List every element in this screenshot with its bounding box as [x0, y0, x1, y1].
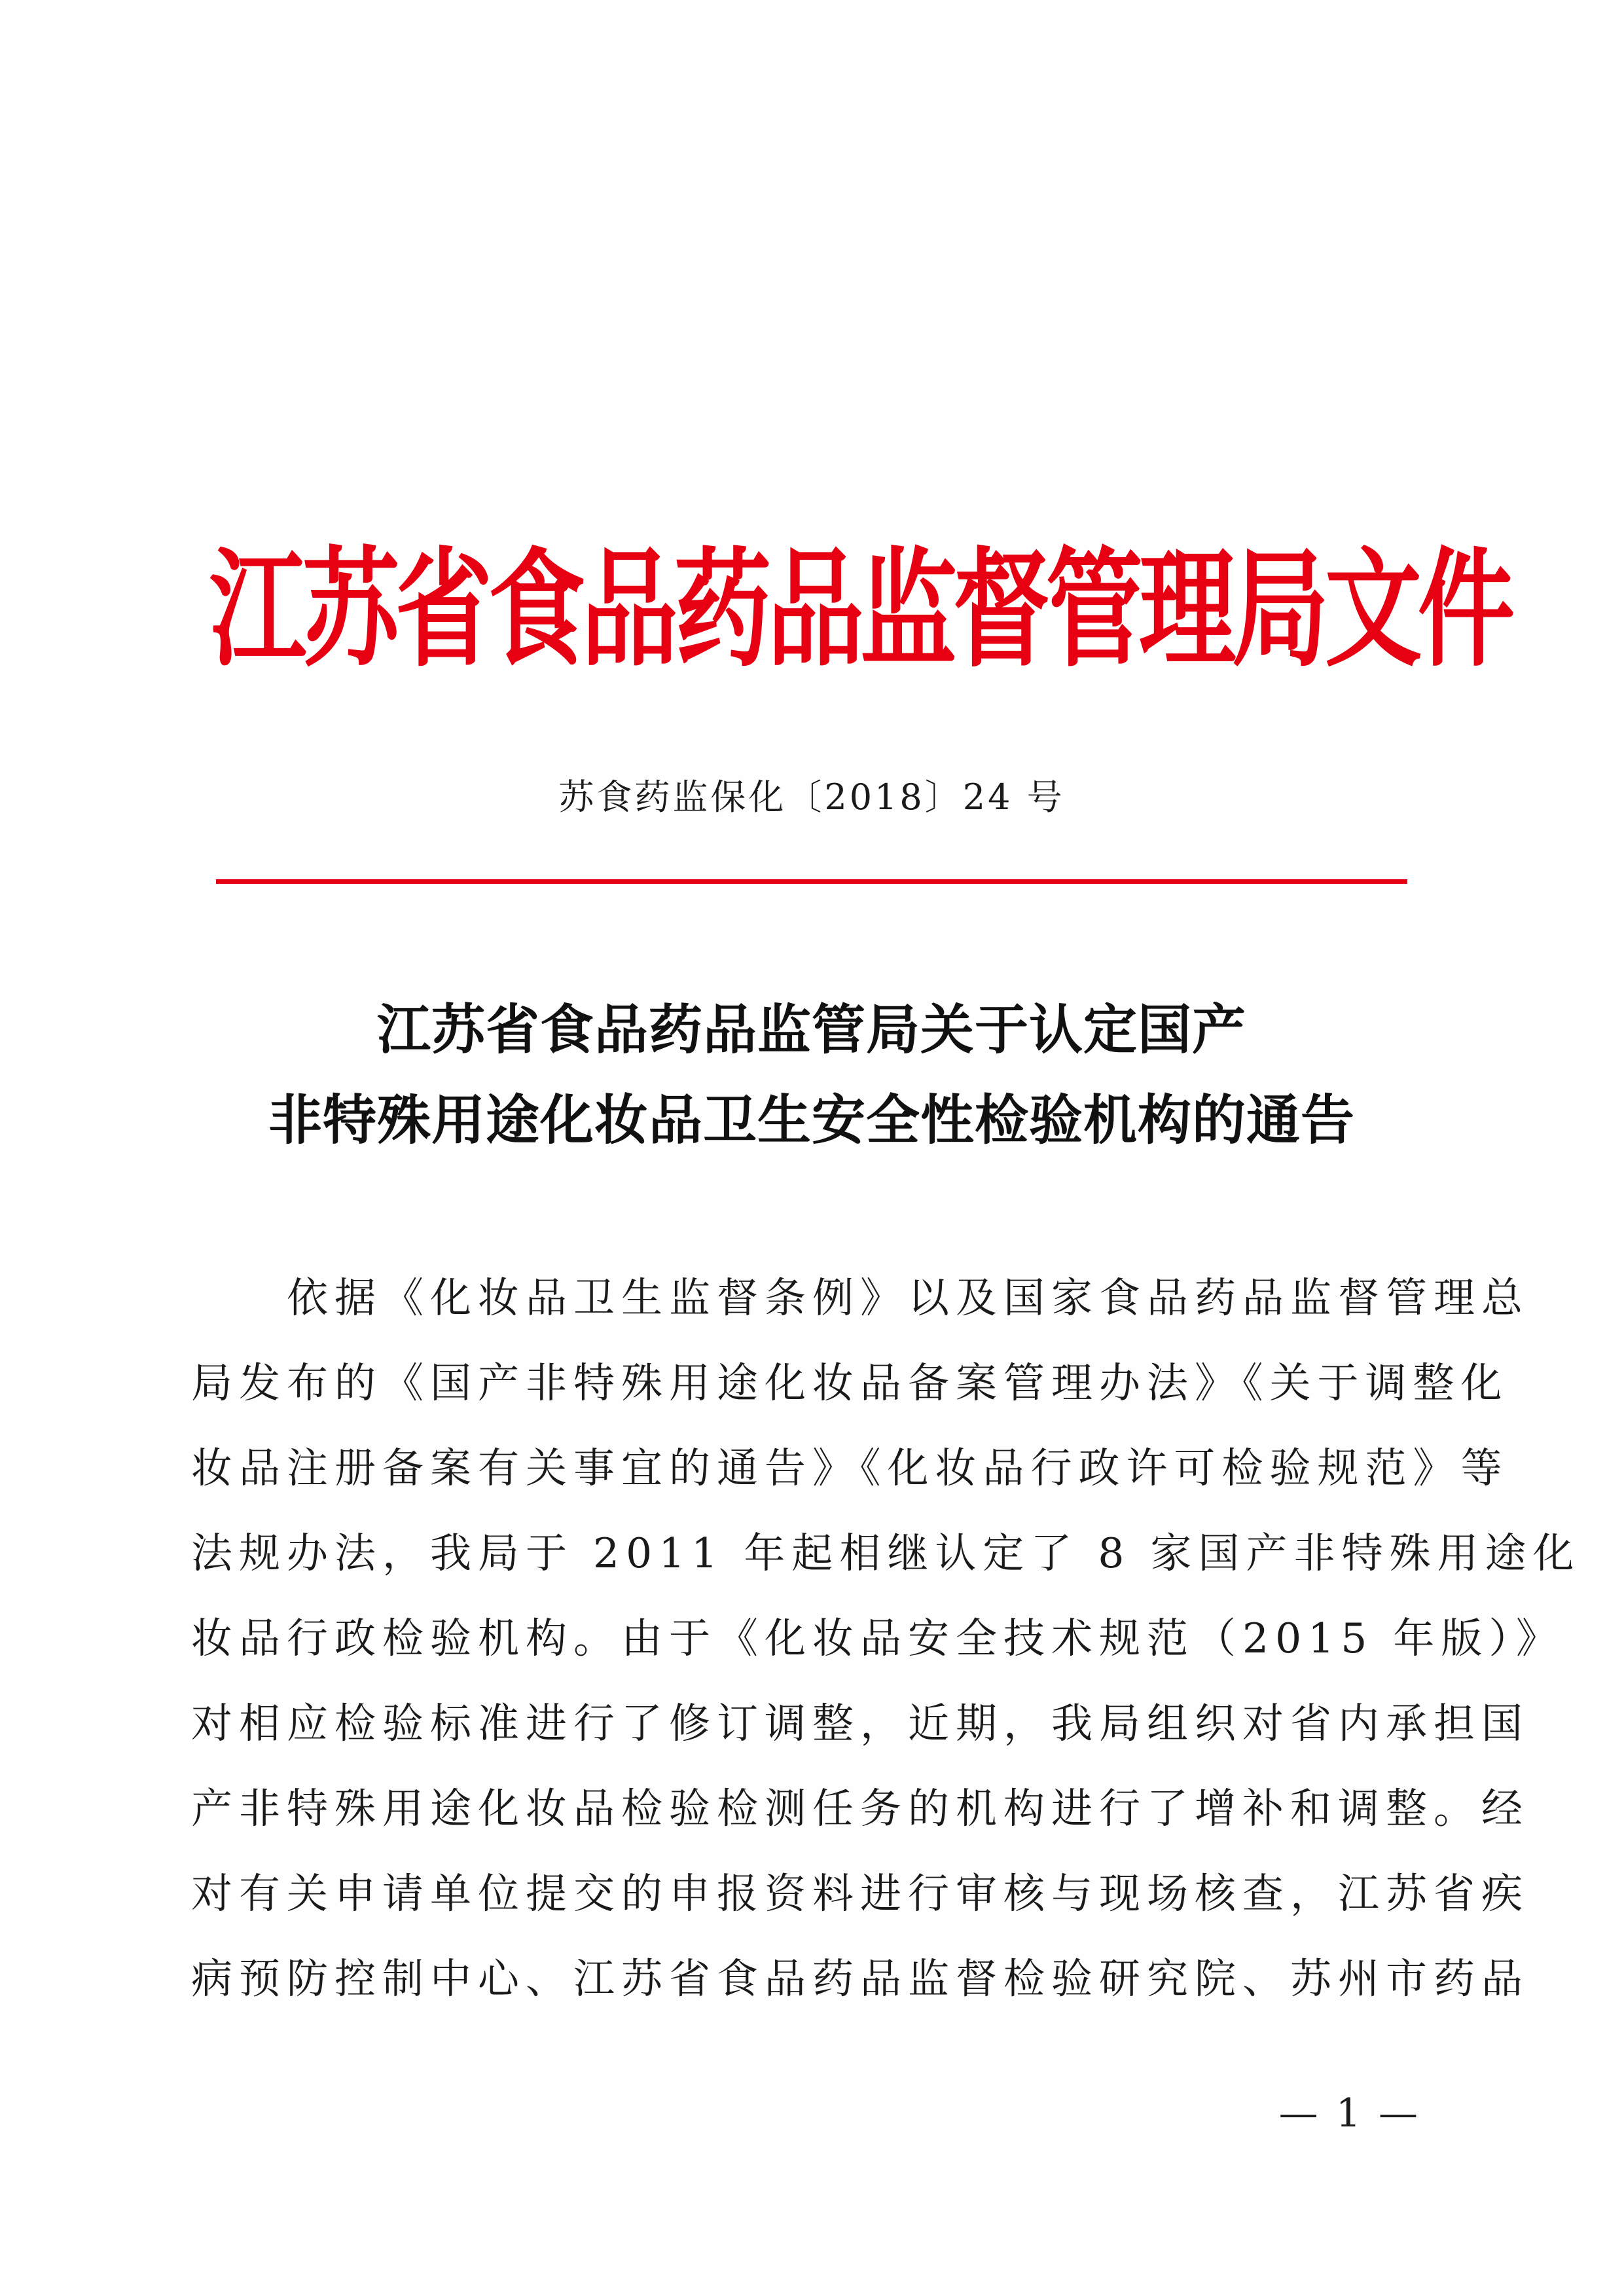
red-separator-line: [216, 879, 1407, 884]
issuer-header-title: 江苏省食品药品监督管理局文件: [209, 534, 1511, 684]
document-number: 苏食药监保化〔2018〕24 号: [558, 776, 1065, 818]
body-line: 法规办法，我局于 2011 年起相继认定了 8 家国产非特殊用途化: [191, 1529, 1581, 1577]
body-line: 依据《化妆品卫生监督条例》以及国家食品药品监督管理总: [191, 1274, 1529, 1322]
page-number: — 1 —: [1278, 2090, 1420, 2136]
notice-title-line-1: 江苏省食品药品监管局关于认定国产: [376, 999, 1246, 1061]
body-line: 病预防控制中心、江苏省食品药品监督检验研究院、苏州市药品: [191, 1955, 1529, 2003]
body-line: 对相应检验标准进行了修订调整，近期，我局组织对省内承担国: [191, 1700, 1529, 1747]
notice-title: [183, 985, 1440, 1166]
body-line: 局发布的《国产非特殊用途化妆品备案管理办法》《关于调整化: [191, 1359, 1509, 1407]
body-paragraph: [191, 1256, 1581, 2022]
body-line: 产非特殊用途化妆品检验检测任务的机构进行了增补和调整。经: [191, 1785, 1529, 1832]
body-line: 妆品行政检验机构。由于《化妆品安全技术规范（2015 年版）》: [191, 1614, 1564, 1662]
notice-title-line-2: 非特殊用途化妆品卫生安全性检验机构的通告: [268, 1089, 1355, 1152]
body-line: 对有关申请单位提交的申报资料进行审核与现场核查，江苏省疾: [191, 1870, 1529, 1918]
body-line: 妆品注册备案有关事宜的通告》《化妆品行政许可检验规范》等: [191, 1444, 1509, 1492]
